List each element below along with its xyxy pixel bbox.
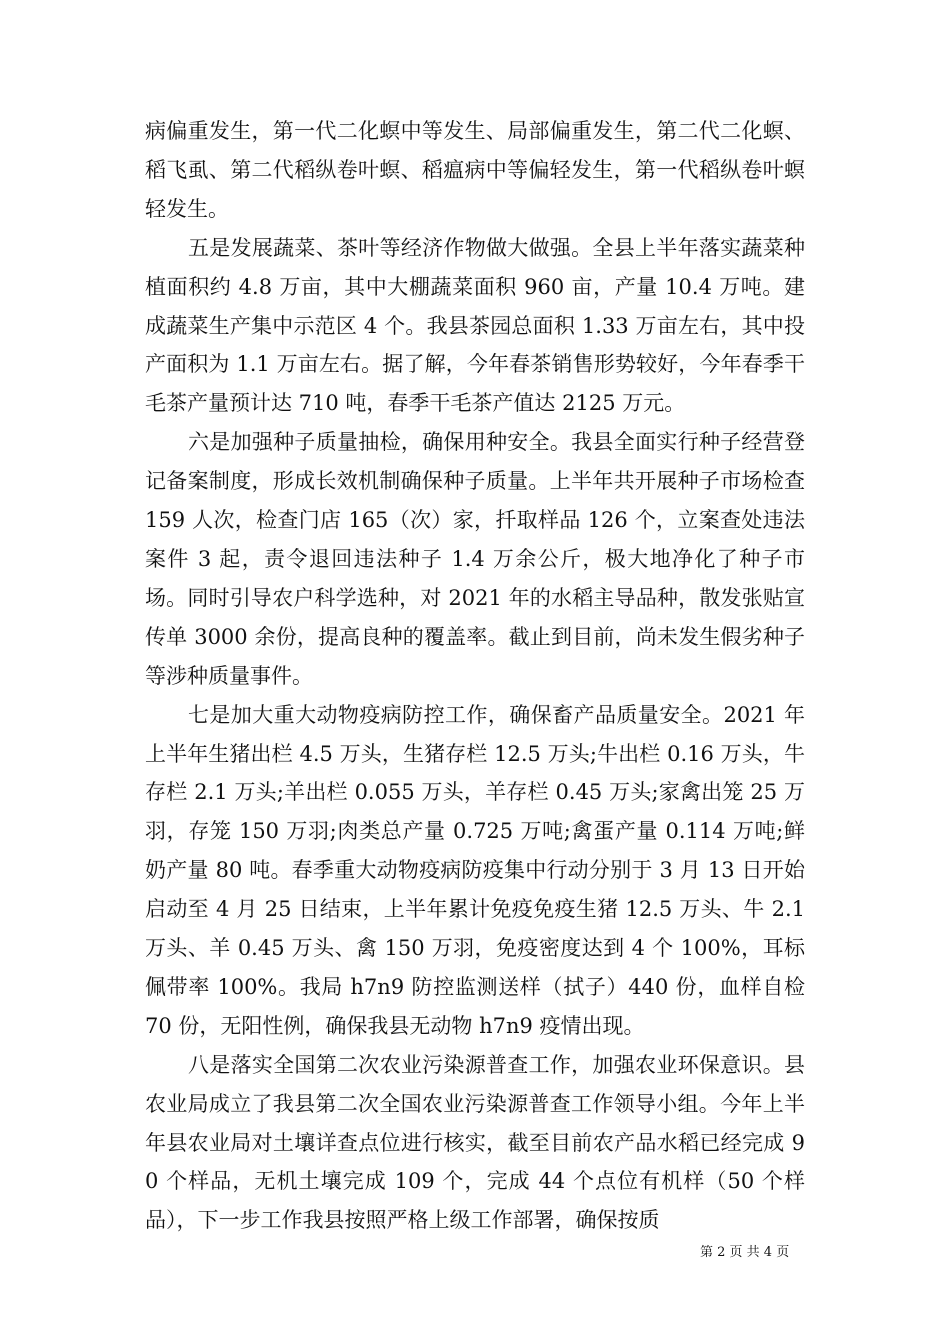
paragraph-vegetables-tea: 五是发展蔬菜、茶叶等经济作物做大做强。全县上半年落实蔬菜种植面积约 4.8 万亩，其中大棚蔬菜面积 960 亩，产量 10.4 万吨。建成蔬菜生产集中示范区 4 个。我县茶园总面积 1.33 万亩左右，其中投产面积为 1.1 万亩左右。据了解，今年春茶销售形势较好，今年春季干毛茶产量预计达 710 吨，春季干毛茶产值达 2125 万元。 xyxy=(145,235,805,416)
paragraph-pollution-census: 八是落实全国第二次农业污染源普查工作，加强农业环保意识。县农业局成立了我县第二次全国农业污染源普查工作领导小组。今年上半年县农业局对土壤详查点位进行核实，截至目前农产品水稻已经完成 90 个样品，无机土壤完成 109 个，完成 44 个点位有机样（50 个样品），下一步工作我县按照严格上级工作部署，确保按质 xyxy=(145,1052,805,1233)
document-body xyxy=(145,112,805,1240)
paragraph-seed-quality: 六是加强种子质量抽检，确保用种安全。我县全面实行种子经营登记备案制度，形成长效机制确保种子质量。上半年共开展种子市场检查 159 人次，检查门店 165（次）家，扦取样品 126 个，立案查处违法案件 3 起，责令退回违法种子 1.4 万余公斤，极大地净化了种子市场。同时引导农户科学选种，对 2021 年的水稻主导品种，散发张贴宣传单 3000 余份，提高良种的覆盖率。截止到目前，尚未发生假劣种子等涉种质量事件。 xyxy=(145,430,805,688)
page-number-footer: 第 2 页 共 4 页 xyxy=(700,1245,790,1260)
paragraph-animal-epidemic: 七是加大重大动物疫病防控工作，确保畜产品质量安全。2021 年上半年生猪出栏 4.5 万头，生猪存栏 12.5 万头;牛出栏 0.16 万头，牛存栏 2.1 万头;羊出栏 0.055 万头，羊存栏 0.45 万头;家禽出笼 25 万羽，存笼 150 万羽;肉类总产量 0.725 万吨;禽蛋产量 0.114 万吨;鲜奶产量 80 吨。春季重大动物疫病防疫集中行动分别于 3 月 13 日开始启动至 4 月 25 日结束，上半年累计免疫免疫生猪 12.5 万头、牛 2.1 万头、羊 0.45 万头、禽 150 万羽，免疫密度达到 4 个 100%，耳标佩带率 100%。我局 h7n9 防控监测送样（拭子）440 份，血样自检 70 份，无阳性例，确保我县无动物 h7n9 疫情出现。 xyxy=(145,702,805,1038)
paragraph-continuation: 病偏重发生，第一代二化螟中等发生、局部偏重发生，第二代二化螟、稻飞虱、第二代稻纵卷叶螟、稻瘟病中等偏轻发生，第一代稻纵卷叶螟轻发生。 xyxy=(145,119,805,221)
